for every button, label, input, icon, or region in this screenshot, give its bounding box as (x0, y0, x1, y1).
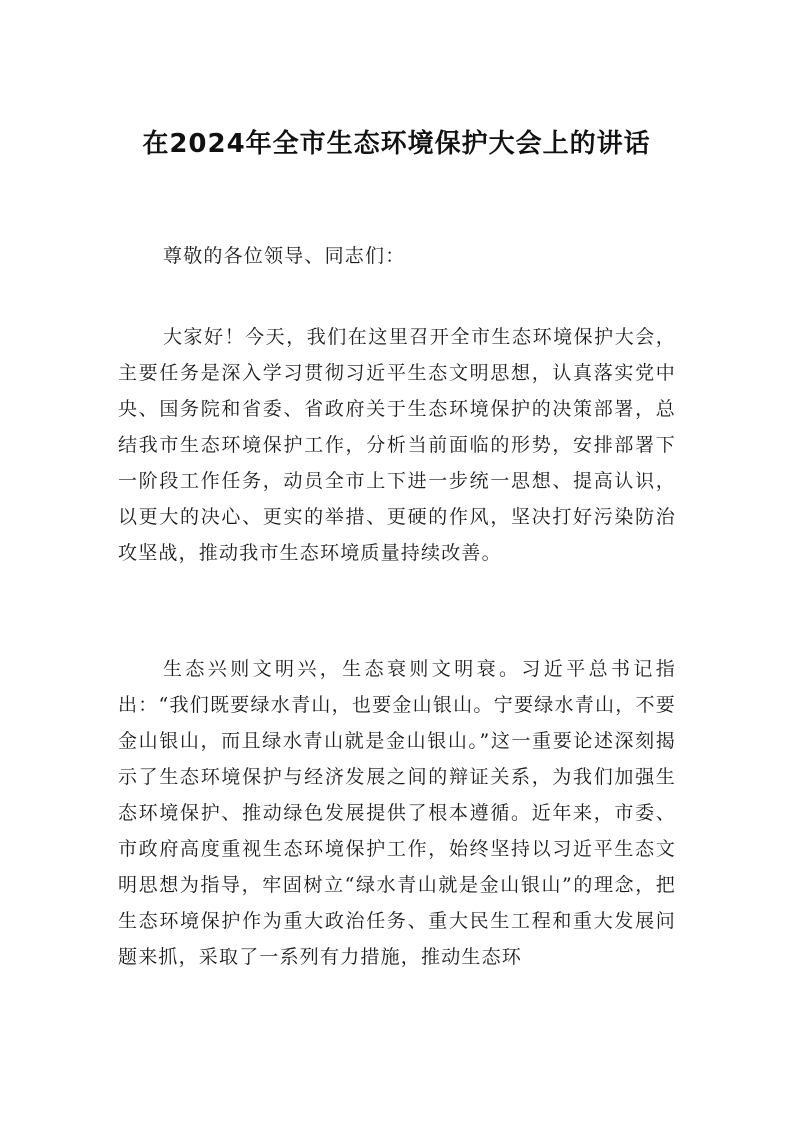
document-title: 在2024年全市生态环境保护大会上的讲话 (142, 129, 651, 159)
paragraph-ecology: 生态兴则文明兴，生态衰则文明衰。习近平总书记指出：“我们既要绿水青山，也要金山银山。宁要绿水青山，不要金山银山，而且绿水青山就是金山银山。”这一重要论述深刻揭示了生态环境保护与经济发展之间的辩证关系，为我们加强生态环境保护、推动绿色发展提供了根本遵循。近年来，市委、市政府高度重视生态环境保护工作，始终坚持以习近平生态文明思想为指导，牢固树立“绿水青山就是金山银山”的理念，把生态环境保护作为重大政治任务、重大民生工程和重大发展问题来抓，采取了一系列有力措施，推动生态环 (118, 658, 676, 968)
greeting-line: 尊敬的各位领导、同志们： (163, 245, 406, 267)
paragraph-opening: 大家好！今天，我们在这里召开全市生态环境保护大会，主要任务是深入学习贯彻习近平生态文明思想，认真落实党中央、国务院和省委、省政府关于生态环境保护的决策部署，总结我市生态环境保护工作，分析当前面临的形势，安排部署下一阶段工作任务，动员全市上下进一步统一思想、提高认识，以更大的决心、更实的举措、更硬的作风，坚决打好污染防治攻坚战，推动我市生态环境质量持续改善。 (118, 326, 676, 564)
